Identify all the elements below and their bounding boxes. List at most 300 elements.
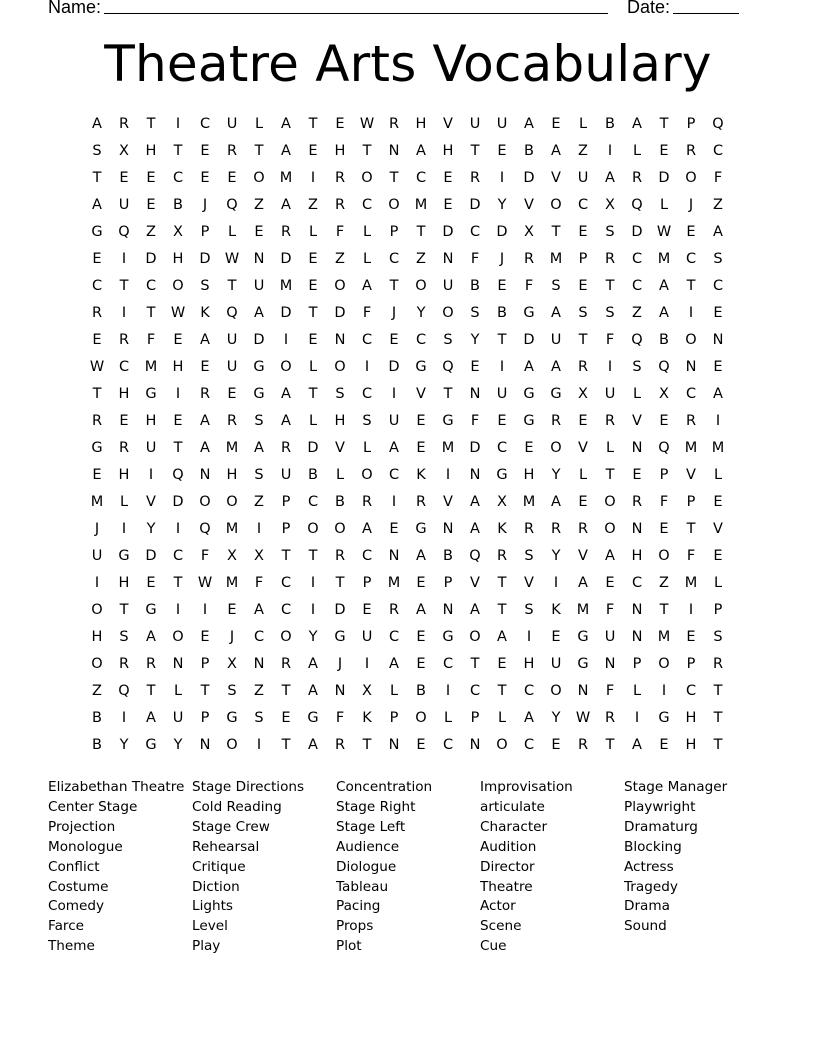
grid-letter: B — [173, 197, 183, 213]
grid-letter: A — [92, 197, 102, 213]
grid-letter: D — [523, 332, 535, 348]
grid-letter: K — [362, 710, 372, 726]
grid-letter: T — [470, 656, 480, 672]
grid-letter: R — [118, 116, 130, 132]
grid-letter: Y — [551, 548, 561, 564]
grid-letter: I — [364, 656, 370, 672]
grid-letter: V — [578, 548, 588, 564]
grid-letter: S — [551, 278, 561, 294]
grid-letter: F — [524, 278, 534, 294]
grid-letter: U — [226, 332, 238, 348]
grid-letter: V — [686, 467, 696, 483]
grid-letter: A — [254, 602, 264, 618]
grid-letter: E — [659, 521, 669, 537]
grid-letter: C — [118, 359, 130, 375]
grid-letter: K — [416, 467, 426, 483]
grid-letter: C — [415, 332, 427, 348]
grid-letter: R — [145, 656, 157, 672]
grid-letter: B — [308, 467, 318, 483]
grid-letter: R — [280, 224, 292, 240]
word-list-item: Tableau — [336, 878, 389, 895]
grid-letter: D — [307, 440, 319, 456]
grid-letter: B — [92, 710, 102, 726]
grid-letter: U — [226, 359, 238, 375]
grid-letter: O — [685, 332, 697, 348]
grid-letter: I — [121, 251, 127, 267]
grid-letter: S — [443, 332, 453, 348]
word-list-item: Rehearsal — [192, 838, 260, 855]
grid-letter: A — [200, 440, 210, 456]
grid-letter: U — [361, 629, 373, 645]
grid-letter: H — [145, 413, 157, 429]
word-list-item: Stage Directions — [192, 779, 305, 795]
grid-letter: U — [577, 170, 589, 186]
grid-letter: O — [91, 656, 103, 672]
grid-letter: I — [121, 521, 127, 537]
grid-letter: I — [94, 575, 100, 591]
grid-letter: T — [713, 737, 723, 753]
grid-letter: O — [415, 710, 427, 726]
grid-letter: V — [713, 521, 723, 537]
grid-letter: E — [578, 413, 588, 429]
grid-letter: M — [144, 359, 158, 375]
grid-letter: O — [496, 737, 508, 753]
grid-letter: N — [469, 386, 481, 402]
grid-letter: L — [362, 251, 372, 267]
grid-letter: F — [659, 494, 669, 510]
grid-letter: P — [281, 494, 291, 510]
grid-letter: G — [145, 386, 157, 402]
grid-letter: X — [605, 197, 615, 213]
grid-letter: H — [631, 548, 643, 564]
grid-letter: A — [416, 143, 426, 159]
grid-letter: T — [497, 575, 507, 591]
grid-letter: M — [711, 440, 725, 456]
grid-letter: O — [550, 683, 562, 699]
grid-letter: R — [226, 143, 238, 159]
grid-letter: T — [92, 386, 102, 402]
grid-letter: Q — [712, 116, 724, 132]
grid-letter: S — [227, 683, 237, 699]
grid-letter: D — [523, 170, 535, 186]
grid-letter: A — [281, 413, 291, 429]
grid-letter: G — [226, 710, 238, 726]
grid-letter: E — [713, 494, 723, 510]
grid-letter: A — [578, 575, 588, 591]
grid-letter: T — [254, 143, 264, 159]
grid-letter: G — [145, 737, 157, 753]
grid-letter: F — [362, 305, 372, 321]
grid-letter: N — [388, 737, 400, 753]
grid-letter: O — [172, 629, 184, 645]
grid-letter: P — [200, 224, 210, 240]
grid-letter: F — [605, 602, 615, 618]
grid-letter: G — [442, 629, 454, 645]
grid-letter: R — [118, 332, 130, 348]
grid-letter: S — [92, 143, 102, 159]
grid-letter: G — [253, 359, 265, 375]
grid-letter: C — [712, 143, 724, 159]
grid-letter: X — [524, 224, 534, 240]
grid-letter: O — [361, 170, 373, 186]
word-list-item: articulate — [480, 798, 545, 815]
grid-letter: M — [225, 440, 239, 456]
grid-letter: R — [388, 116, 400, 132]
grid-letter: H — [685, 737, 697, 753]
grid-letter: V — [335, 440, 345, 456]
grid-letter: S — [254, 467, 264, 483]
grid-letter: E — [443, 170, 453, 186]
grid-letter: A — [92, 116, 102, 132]
grid-letter: F — [335, 224, 345, 240]
word-list-item: Audience — [336, 838, 400, 855]
grid-letter: F — [254, 575, 264, 591]
grid-letter: E — [146, 575, 156, 591]
grid-letter: H — [685, 710, 697, 726]
grid-letter: F — [335, 710, 345, 726]
grid-letter: Z — [713, 197, 723, 213]
grid-letter: S — [713, 251, 723, 267]
grid-letter: C — [631, 575, 643, 591]
grid-letter: I — [175, 116, 181, 132]
grid-letter: A — [308, 656, 318, 672]
grid-letter: O — [469, 629, 481, 645]
grid-letter: T — [281, 548, 291, 564]
word-list-item: Projection — [48, 818, 116, 835]
grid-letter: I — [715, 413, 721, 429]
word-list-item: Diologue — [336, 858, 397, 875]
grid-letter: R — [712, 656, 724, 672]
grid-letter: R — [685, 413, 697, 429]
grid-letter: Z — [308, 197, 318, 213]
grid-letter: G — [523, 305, 535, 321]
grid-letter: L — [713, 575, 723, 591]
grid-letter: T — [281, 737, 291, 753]
grid-letter: T — [281, 683, 291, 699]
grid-letter: S — [335, 386, 345, 402]
grid-letter: R — [91, 413, 103, 429]
grid-letter: H — [118, 467, 130, 483]
grid-letter: R — [334, 548, 346, 564]
grid-letter: A — [551, 359, 561, 375]
grid-letter: E — [686, 629, 696, 645]
grid-letter: O — [361, 467, 373, 483]
grid-letter: N — [469, 737, 481, 753]
grid-letter: R — [523, 521, 535, 537]
grid-letter: E — [659, 737, 669, 753]
grid-letter: C — [172, 170, 184, 186]
grid-letter: I — [175, 521, 181, 537]
grid-letter: E — [659, 143, 669, 159]
grid-letter: S — [362, 413, 372, 429]
grid-letter: E — [605, 575, 615, 591]
grid-letter: E — [686, 224, 696, 240]
grid-letter: E — [713, 359, 723, 375]
grid-letter: I — [607, 143, 613, 159]
grid-letter: E — [308, 143, 318, 159]
grid-letter: E — [92, 467, 102, 483]
grid-letter: P — [443, 575, 453, 591]
grid-letter: V — [524, 575, 534, 591]
grid-letter: S — [524, 602, 534, 618]
grid-letter: N — [334, 683, 346, 699]
grid-letter: E — [632, 467, 642, 483]
grid-letter: R — [550, 413, 562, 429]
grid-letter: V — [470, 575, 480, 591]
grid-letter: M — [279, 278, 293, 294]
grid-letter: C — [361, 332, 373, 348]
grid-letter: I — [391, 386, 397, 402]
grid-letter: C — [388, 251, 400, 267]
word-list-item: Center Stage — [48, 798, 138, 815]
grid-letter: R — [199, 386, 211, 402]
word-list-item: Tragedy — [624, 878, 678, 895]
grid-letter: E — [497, 413, 507, 429]
grid-letter: Q — [118, 683, 130, 699]
grid-letter: O — [334, 278, 346, 294]
grid-letter: X — [362, 683, 372, 699]
grid-letter: R — [550, 521, 562, 537]
grid-letter: U — [388, 413, 400, 429]
grid-letter: P — [578, 251, 588, 267]
grid-letter: T — [497, 332, 507, 348]
grid-letter: V — [443, 116, 453, 132]
grid-letter: N — [253, 656, 265, 672]
grid-letter: E — [146, 170, 156, 186]
grid-letter: Z — [335, 251, 345, 267]
grid-letter: R — [91, 305, 103, 321]
word-list-item: Blocking — [624, 838, 682, 855]
grid-letter: Y — [308, 629, 318, 645]
grid-letter: Y — [173, 737, 183, 753]
grid-letter: T — [713, 683, 723, 699]
grid-letter: U — [280, 467, 292, 483]
grid-letter: L — [254, 116, 264, 132]
grid-letter: R — [118, 656, 130, 672]
grid-letter: M — [657, 251, 671, 267]
grid-letter: F — [686, 548, 696, 564]
grid-letter: U — [469, 116, 481, 132]
grid-letter: B — [497, 305, 507, 321]
grid-letter: R — [577, 737, 589, 753]
grid-letter: O — [280, 359, 292, 375]
grid-letter: S — [578, 305, 588, 321]
grid-letter: P — [686, 116, 696, 132]
grid-letter: L — [632, 386, 642, 402]
grid-letter: E — [200, 143, 210, 159]
grid-letter: O — [604, 494, 616, 510]
grid-letter: U — [496, 116, 508, 132]
word-list-item: Level — [192, 918, 228, 935]
grid-letter: A — [524, 710, 534, 726]
grid-letter: H — [442, 143, 454, 159]
grid-letter: T — [119, 602, 129, 618]
word-list-item: Playwright — [624, 798, 696, 815]
word-list-column — [624, 778, 764, 937]
grid-letter: A — [524, 116, 534, 132]
grid-letter: R — [685, 143, 697, 159]
grid-letter: L — [335, 467, 345, 483]
grid-letter: W — [224, 251, 240, 267]
grid-letter: E — [659, 413, 669, 429]
word-list-item: Pacing — [336, 898, 381, 915]
grid-letter: S — [632, 359, 642, 375]
grid-letter: G — [577, 629, 589, 645]
grid-letter: F — [605, 683, 615, 699]
word-list-item: Comedy — [48, 898, 105, 915]
grid-letter: F — [605, 332, 615, 348]
grid-letter: Z — [254, 494, 264, 510]
grid-letter: V — [416, 386, 426, 402]
grid-letter: A — [551, 305, 561, 321]
grid-letter: E — [200, 629, 210, 645]
grid-letter: G — [415, 521, 427, 537]
grid-letter: A — [200, 332, 210, 348]
grid-letter: O — [415, 278, 427, 294]
grid-letter: E — [713, 548, 723, 564]
grid-letter: G — [442, 413, 454, 429]
grid-letter: E — [470, 359, 480, 375]
grid-letter: I — [445, 467, 451, 483]
word-list-item: Play — [192, 938, 221, 955]
word-list-item: Stage Left — [336, 818, 406, 835]
grid-letter: Q — [199, 521, 211, 537]
grid-letter: F — [146, 332, 156, 348]
grid-letter: G — [577, 656, 589, 672]
grid-letter: O — [307, 521, 319, 537]
grid-letter: D — [280, 305, 292, 321]
grid-letter: I — [121, 305, 127, 321]
grid-letter: A — [497, 629, 507, 645]
grid-letter: N — [631, 521, 643, 537]
grid-letter: J — [202, 197, 208, 213]
grid-letter: Y — [119, 737, 129, 753]
grid-letter: T — [173, 575, 183, 591]
grid-letter: D — [334, 305, 346, 321]
grid-letter: A — [308, 737, 318, 753]
grid-letter: F — [200, 548, 210, 564]
word-list-column — [192, 778, 332, 957]
grid-letter: Q — [631, 197, 643, 213]
grid-letter: B — [335, 494, 345, 510]
grid-letter: E — [227, 602, 237, 618]
grid-letter: E — [227, 170, 237, 186]
grid-letter: E — [551, 629, 561, 645]
word-list-item: Plot — [336, 938, 362, 955]
grid-letter: K — [551, 602, 561, 618]
grid-letter: O — [280, 629, 292, 645]
grid-letter: O — [226, 737, 238, 753]
grid-letter: T — [686, 521, 696, 537]
grid-letter: V — [524, 197, 534, 213]
grid-letter: E — [389, 332, 399, 348]
word-list-item: Scene — [480, 918, 522, 935]
grid-letter: T — [578, 332, 588, 348]
grid-letter: A — [524, 359, 534, 375]
grid-letter: D — [469, 197, 481, 213]
grid-letter: A — [146, 629, 156, 645]
word-list-item: Conflict — [48, 858, 100, 875]
grid-letter: A — [308, 683, 318, 699]
grid-letter: A — [551, 143, 561, 159]
grid-letter: G — [550, 386, 562, 402]
grid-letter: X — [227, 548, 237, 564]
grid-letter: Q — [172, 467, 184, 483]
grid-letter: C — [199, 116, 211, 132]
grid-letter: T — [659, 602, 669, 618]
grid-letter: E — [416, 629, 426, 645]
grid-letter: A — [146, 710, 156, 726]
grid-letter: N — [334, 332, 346, 348]
grid-letter: D — [658, 170, 670, 186]
grid-letter: N — [199, 467, 211, 483]
grid-letter: T — [92, 170, 102, 186]
grid-letter: U — [604, 629, 616, 645]
grid-letter: C — [685, 683, 697, 699]
grid-letter: G — [307, 710, 319, 726]
grid-letter: C — [361, 548, 373, 564]
grid-letter: W — [89, 359, 105, 375]
grid-letter: E — [416, 413, 426, 429]
grid-letter: S — [254, 413, 264, 429]
grid-letter: M — [657, 629, 671, 645]
grid-letter: L — [119, 494, 129, 510]
grid-letter: M — [441, 440, 455, 456]
grid-letter: N — [253, 251, 265, 267]
grid-letter: A — [470, 521, 480, 537]
grid-letter: M — [90, 494, 104, 510]
grid-letter: S — [605, 224, 615, 240]
grid-letter: T — [173, 440, 183, 456]
grid-letter: R — [523, 251, 535, 267]
grid-letter: S — [524, 548, 534, 564]
grid-letter: S — [200, 278, 210, 294]
word-list-item: Actress — [624, 858, 674, 875]
grid-letter: C — [523, 683, 535, 699]
grid-letter: I — [364, 359, 370, 375]
grid-letter: R — [334, 197, 346, 213]
grid-letter: C — [361, 386, 373, 402]
grid-letter: T — [227, 278, 237, 294]
grid-letter: D — [442, 224, 454, 240]
name-blank — [104, 0, 608, 14]
grid-letter: H — [415, 116, 427, 132]
grid-letter: I — [148, 467, 154, 483]
grid-letter: E — [200, 359, 210, 375]
grid-letter: N — [388, 143, 400, 159]
grid-letter: S — [254, 710, 264, 726]
grid-letter: R — [226, 413, 238, 429]
grid-letter: R — [415, 494, 427, 510]
grid-letter: N — [172, 656, 184, 672]
word-list-item: Drama — [624, 898, 670, 915]
grid-letter: A — [713, 386, 723, 402]
grid-letter: G — [118, 548, 130, 564]
grid-letter: I — [553, 575, 559, 591]
grid-letter: A — [254, 305, 264, 321]
grid-letter: E — [524, 440, 534, 456]
grid-letter: W — [197, 575, 213, 591]
grid-letter: P — [686, 494, 696, 510]
grid-letter: R — [388, 602, 400, 618]
grid-letter: Y — [470, 332, 480, 348]
grid-letter: D — [253, 332, 265, 348]
grid-letter: C — [280, 602, 292, 618]
word-list-column — [480, 778, 620, 957]
grid-letter: I — [175, 602, 181, 618]
grid-letter: P — [632, 656, 642, 672]
grid-letter: R — [280, 656, 292, 672]
